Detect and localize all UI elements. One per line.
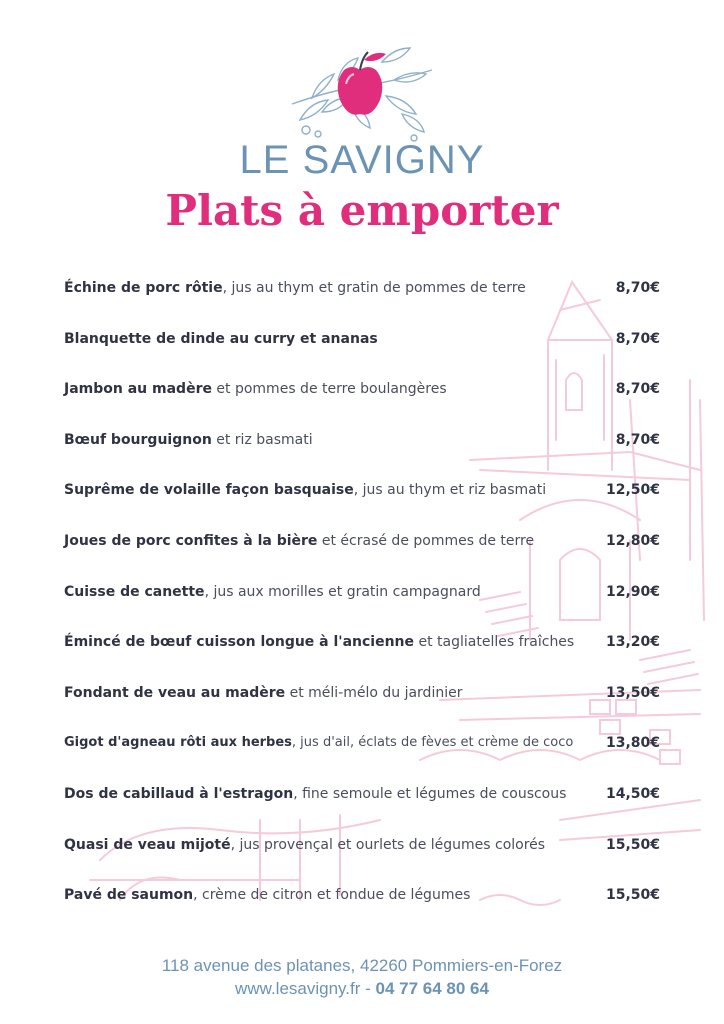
address: 118 avenue des platanes, 42260 Pommiers-en-Forez bbox=[161, 956, 563, 975]
website-link[interactable]: www.lesavigny.fr bbox=[235, 979, 361, 998]
list-item bbox=[64, 681, 660, 732]
dish-price: 12,90€ bbox=[605, 583, 660, 600]
dish-price: 13,80€ bbox=[605, 735, 660, 752]
dish-accompaniment: , fine semoule et légumes de couscous bbox=[293, 785, 567, 802]
dish-description bbox=[64, 731, 573, 755]
dish-description bbox=[64, 428, 313, 452]
dish-accompaniment: , jus aux morilles et gratin campagnard bbox=[204, 583, 481, 600]
list-item bbox=[64, 580, 660, 631]
phone-number[interactable]: 04 77 64 80 64 bbox=[375, 979, 489, 998]
list-item bbox=[64, 478, 660, 529]
dish-name: Gigot d'agneau rôti aux herbes bbox=[64, 735, 292, 751]
page-title: Plats à emporter bbox=[165, 186, 559, 235]
dish-name: Pavé de saumon bbox=[64, 887, 194, 904]
dish-name: Dos de cabillaud à l'estragon bbox=[64, 785, 294, 802]
dish-price: 15,50€ bbox=[605, 836, 660, 853]
dish-accompaniment: , jus au thym et gratin de pommes de terre bbox=[222, 280, 526, 296]
contact-footer bbox=[0, 954, 724, 1000]
list-item bbox=[64, 377, 660, 428]
dish-name: Quasi de veau mijoté bbox=[64, 836, 231, 853]
dish-description bbox=[64, 681, 462, 705]
dish-name: Suprême de volaille façon basquaise bbox=[64, 482, 354, 499]
dish-accompaniment: et méli-mélo du jardinier bbox=[285, 684, 463, 701]
dish-accompaniment: , crème de citron et fondue de légumes bbox=[193, 887, 471, 904]
dish-name: Cuisse de canette bbox=[64, 583, 205, 600]
dish-price: 12,80€ bbox=[605, 532, 660, 549]
dish-accompaniment: et riz basmati bbox=[211, 431, 313, 448]
dish-description bbox=[64, 630, 574, 654]
dish-name: Joues de porc confites à la bière bbox=[64, 532, 318, 549]
dish-price: 14,50€ bbox=[605, 785, 660, 802]
list-item bbox=[64, 428, 660, 479]
apple-branch-icon bbox=[282, 40, 442, 144]
dish-price: 12,50€ bbox=[605, 482, 660, 499]
dish-description bbox=[64, 883, 470, 907]
dish-description bbox=[64, 580, 481, 604]
dish-accompaniment: et tagliatelles fraîches bbox=[414, 634, 575, 651]
dish-price: 13,50€ bbox=[605, 684, 660, 701]
list-item bbox=[64, 529, 660, 580]
dish-name: Jambon au madère bbox=[64, 381, 212, 398]
dish-accompaniment: et pommes de terre boulangères bbox=[211, 381, 447, 398]
dish-description bbox=[64, 327, 378, 351]
dish-description bbox=[64, 276, 526, 300]
separator: - bbox=[360, 979, 376, 998]
dish-price: 15,50€ bbox=[605, 887, 660, 904]
restaurant-name: LE SAVIGNY bbox=[239, 138, 485, 182]
dish-name: Fondant de veau au madère bbox=[64, 684, 286, 701]
list-item bbox=[64, 883, 660, 934]
list-item bbox=[64, 327, 660, 378]
dish-name: Émincé de bœuf cuisson longue à l'ancienne bbox=[64, 634, 415, 651]
dish-accompaniment: , jus au thym et riz basmati bbox=[353, 482, 547, 499]
dish-name: Échine de porc rôtie bbox=[64, 280, 223, 296]
dish-price: 8,70€ bbox=[615, 330, 660, 347]
dish-name: Blanquette de dinde au curry et ananas bbox=[64, 330, 378, 347]
dish-description bbox=[64, 377, 447, 401]
dish-list bbox=[64, 276, 660, 934]
dish-price: 13,20€ bbox=[605, 634, 660, 651]
list-item bbox=[64, 833, 660, 884]
list-item bbox=[64, 782, 660, 833]
dish-description bbox=[64, 782, 566, 806]
dish-price: 8,70€ bbox=[615, 431, 660, 448]
list-item bbox=[64, 630, 660, 681]
contact-line bbox=[0, 977, 724, 1000]
dish-price: 8,70€ bbox=[615, 381, 660, 398]
dish-accompaniment: , jus d'ail, éclats de fèves et crème de coco bbox=[291, 735, 574, 751]
dish-name: Bœuf bourguignon bbox=[64, 431, 212, 448]
dish-description bbox=[64, 529, 534, 553]
list-item bbox=[64, 731, 660, 782]
list-item bbox=[64, 276, 660, 327]
dish-description bbox=[64, 478, 546, 502]
dish-accompaniment: et écrasé de pommes de terre bbox=[317, 532, 535, 549]
dish-accompaniment: , jus provençal et ourlets de légumes colorés bbox=[230, 836, 546, 853]
dish-price: 8,70€ bbox=[615, 280, 660, 296]
dish-description bbox=[64, 833, 545, 857]
